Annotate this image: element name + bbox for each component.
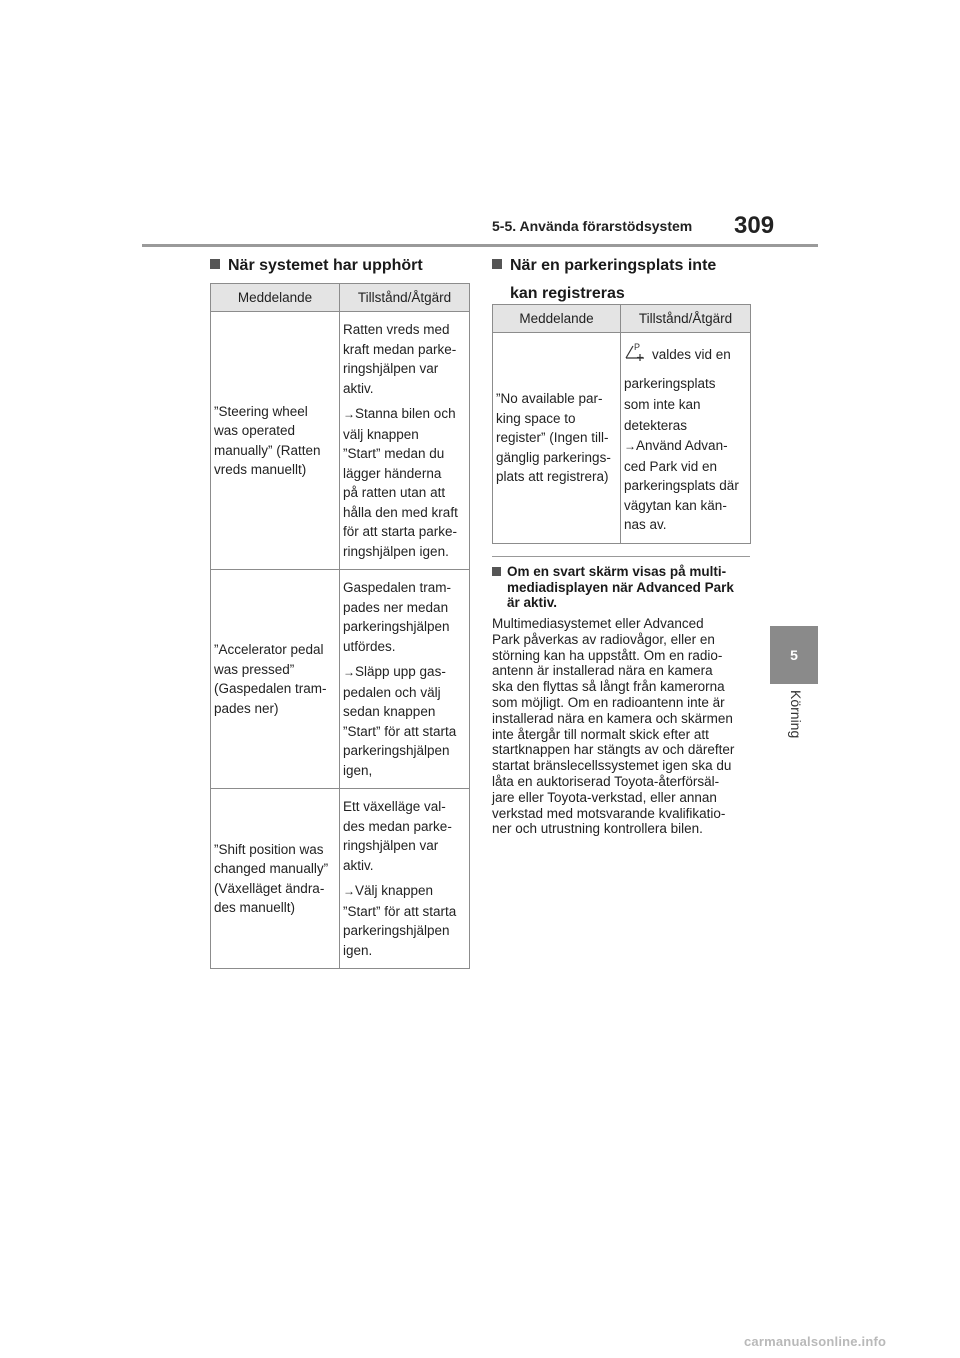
action-line: välj knappen [343,426,419,442]
condition-line: ringshjälpen var [343,838,439,853]
action-line: sedan knappen [343,704,436,719]
arrow-icon: → [343,665,355,679]
action-line: nas av. [624,517,667,532]
condition-line: detekteras [624,418,688,433]
note-line: Multimediasystemet eller Advanced [492,616,704,631]
arrow-icon: → [624,439,636,453]
action-line [343,404,466,425]
action-text: Välj knappen [355,883,434,898]
action-line: på ratten utan att [343,485,446,500]
action-line [343,662,466,683]
left-section-heading [210,254,423,278]
condition-line: utfördes. [343,638,396,654]
message-line: vreds manuellt) [214,462,307,477]
action-text: Stanna bilen och [355,406,456,421]
square-bullet-icon [492,259,502,269]
note-heading [492,564,750,611]
message-line: ”No available par- [496,391,603,406]
chapter-number: 5 [790,647,798,663]
note-line: inte återgår till normalt skick efter att [492,726,709,742]
condition-line: des medan parke- [343,818,452,834]
table-row [493,333,751,544]
note-line: ner och utrustning kontrollera bilen. [492,821,703,837]
left-heading-text: När systemet har upphört [228,257,423,274]
table-row [211,570,470,789]
note-heading-text: Om en svart skärm visas på multi- [507,564,727,579]
action-line: ”Start” för att starta [343,723,457,739]
condition-line: ringshjälpen var [343,361,439,376]
column-header: Tillstånd/Åtgärd [340,284,470,312]
table-header-row [493,305,751,333]
message-line: ”Shift position was [214,841,324,857]
action-line: för att starta parke- [343,524,458,539]
note-line: som möjligt. Om en radioantenn inte är [492,694,725,710]
action-text: Använd Advan- [636,438,728,453]
condition-line: parkeringsplats [624,376,716,391]
header-rule [142,244,818,247]
condition-line [624,341,747,367]
action-line: parkeringshjälpen [343,923,450,938]
arrow-icon: → [343,407,355,421]
action-line: parkeringsplats där [624,478,739,493]
condition-line: parkeringshjälpen [343,619,450,634]
note-heading-line [492,564,750,580]
action-line: hålla den med kraft [343,504,458,520]
right-heading-line2: kan registreras [510,285,625,302]
message-line: des manuellt) [214,900,296,915]
table-header-row [211,284,470,312]
action-line: vägytan kan kän- [624,497,727,513]
note-line: startknappen har stängts av och därefter [492,742,735,758]
condition-line: aktiv. [343,857,374,873]
message-line: register” (Ingen till- [496,430,609,445]
column-header: Meddelande [493,305,621,333]
message-line: ”Accelerator pedal [214,642,324,657]
chapter-label: Körning [788,690,804,739]
right-heading-line1: När en parkeringsplats inte [510,257,717,274]
message-line: ”Steering wheel [214,403,308,419]
condition-action-cell [340,312,470,570]
condition-line: pades ner medan [343,599,449,615]
action-line: pedalen och välj [343,684,441,700]
note-line: verkstad med motsvarande kvalifikatio- [492,805,726,821]
condition-action-cell [340,570,470,789]
message-line: gänglig parkerings- [496,449,611,465]
message-line: was pressed” [214,661,295,677]
action-line: ringshjälpen igen. [343,543,449,559]
action-text: Släpp upp gas- [355,664,446,679]
left-message-table [210,283,470,969]
condition-text: valdes vid en [652,347,731,362]
condition-line: Ett växelläge val- [343,799,446,814]
note-divider [492,556,750,557]
action-line: ”Start” för att starta [343,903,457,919]
message-cell [493,333,621,544]
condition-line: kraft medan parke- [343,341,457,357]
condition-action-cell [340,789,470,969]
condition-action-cell [621,333,751,544]
note-line: startat bränslecellssystemet igen ska du [492,758,732,774]
condition-line: Gaspedalen tram- [343,580,452,595]
message-line: king space to [496,410,576,426]
action-line: lägger händerna [343,465,442,481]
condition-line: som inte kan [624,397,701,412]
note-heading-line: är aktiv. [507,595,558,610]
note-heading-line: mediadisplayen när Advanced Park [507,579,734,595]
condition-line: aktiv. [343,380,374,396]
chapter-tab [770,626,818,684]
note-line: låta en auktoriserad Toyota-återförsäl- [492,773,720,789]
watermark: carmanualsonline.info [744,1334,887,1349]
running-header: 5-5. Använda förarstödsystem [492,218,693,234]
column-header: Meddelande [211,284,340,312]
action-line [343,881,466,902]
note-line: installerad nära en kamera och skärmen [492,710,733,726]
right-message-table [492,304,751,544]
arrow-icon: → [343,884,355,898]
note-line: störning kan ha uppstått. Om en radio- [492,647,723,663]
message-cell [211,312,340,570]
action-line: igen, [343,762,373,778]
message-cell [211,570,340,789]
message-line: (Växelläget ändra- [214,880,325,896]
table-row [211,312,470,570]
action-line: ced Park vid en [624,458,718,474]
note-line: Park påverkas av radiovågor, eller en [492,631,715,647]
message-line: plats att registrera) [496,469,609,484]
message-line: pades ner) [214,700,279,716]
message-line: manually” (Ratten [214,442,321,458]
action-line: parkeringshjälpen [343,743,450,758]
message-cell [211,789,340,969]
message-line: was operated [214,423,296,438]
action-line: ”Start” medan du [343,446,445,461]
message-line: (Gaspedalen tram- [214,681,327,696]
condition-line: Ratten vreds med [343,322,450,337]
page-number: 309 [734,212,775,239]
action-line: igen. [343,942,373,958]
parking-letter: P [634,342,641,352]
parking-space-icon [624,341,646,367]
right-section-heading [492,254,716,306]
square-bullet-icon [210,259,220,269]
square-bullet-icon [492,567,501,576]
note-line: jare eller Toyota-verkstad, eller annan [492,789,717,805]
column-header: Tillstånd/Åtgärd [621,305,751,333]
note-line: ska den flyttas så långt från kamerorna [492,679,725,695]
action-line [624,436,747,457]
note-body [492,616,750,837]
table-row [211,789,470,969]
note-line: antenn är installerad nära en kamera [492,663,713,679]
message-line: changed manually” [214,861,329,876]
